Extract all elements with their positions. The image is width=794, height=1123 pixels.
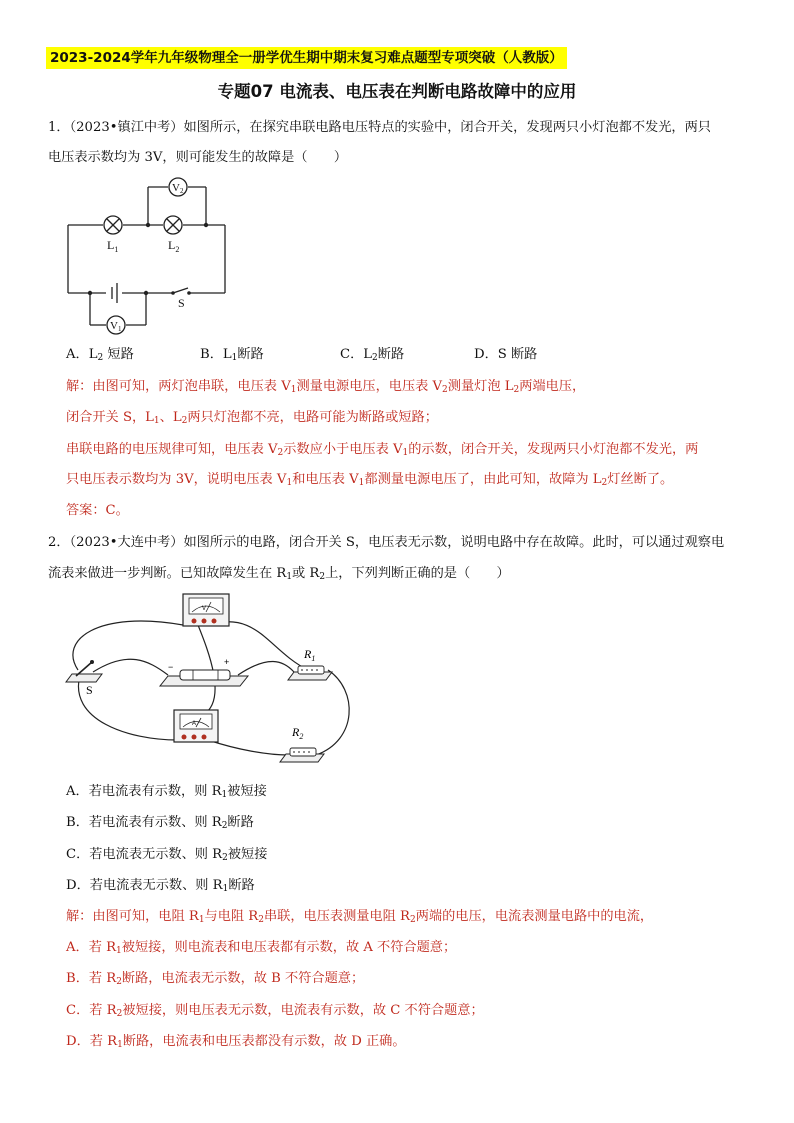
q1-solution-line1: 解：由图可知，两灯泡串联，电压表 $V_1$测量电源电压，电压表 $V_2$测量灯泡 $L_2$两端电压， (66, 379, 586, 395)
page-title: 专题07 电流表、电压表在判断电路故障中的应用 (217, 82, 577, 101)
q1-solution-line3: 串联电路的电压规律可知，电压表 $V_2$示数应小于电压表 $V_1$的示数，闭合开关，发现两只小灯泡都不发光，两 (66, 442, 699, 458)
voltmeter-face-label: V (202, 606, 207, 612)
q2-option-c: C．若电流表无示数、则 $R_2$被短接 (66, 847, 268, 863)
battery-device (160, 657, 248, 686)
l1-label: $L_1$ (107, 238, 119, 254)
q1-option-d: D．S 断路 (474, 347, 538, 362)
voltmeter-device (183, 594, 229, 626)
q1-stem-line1: 1．（2023•镇江中考）如图所示，在探究串联电路电压特点的实验中，闭合开关，发现两只小灯泡都不发光，两只 (48, 120, 711, 135)
q1-stem-line2: 电压表示数均为 3V，则可能发生的故障是（ ） (48, 150, 348, 165)
q1-option-a: A．$L_2$ 短路 (66, 347, 134, 363)
q2-solution-a: A．若 $R_1$被短接，则电流表和电压表都有示数，故 A 不符合题意； (66, 940, 457, 956)
q2-stem-line1: 2．（2023•大连中考）如图所示的电路，闭合开关 S，电压表无示数，说明电路中存在故障。此时，可以通过观察电 (48, 535, 725, 550)
q2-stem-line2: 流表来做进一步判断。已知故障发生在 $R_1$或 $R_2$上，下列判断正确的是（ ） (48, 566, 510, 582)
q2-solution-b: B．若 $R_2$断路，电流表无示数，故 B 不符合题意； (66, 971, 365, 987)
q2-circuit-figure (58, 590, 358, 770)
q2-solution-d: D．若 $R_1$断路，电流表和电压表都没有示数，故 D 正确。 (66, 1034, 406, 1050)
q1-option-c: C．$L_2$断路 (340, 347, 405, 363)
r1-label: $R_1$ (304, 647, 316, 663)
q2-solution-line1: 解：由图可知，电阻 $R_1$与电阻 $R_2$串联，电压表测量电阻 $R_2$两端的电压，电流表测量电路中的电流， (66, 909, 654, 925)
q1-option-b: B．$L_1$断路 (200, 347, 264, 363)
switch-label: S (86, 683, 93, 697)
switch-device (66, 660, 102, 697)
switch-label: S (178, 296, 185, 310)
v1-label: V1 (110, 320, 122, 333)
q2-option-a: A．若电流表有示数，则 $R_1$被短接 (66, 784, 267, 800)
ammeter-device (174, 710, 218, 742)
v2-label: V2 (172, 182, 184, 195)
resistor-r1 (288, 647, 332, 680)
q1-solution-line2: 闭合开关 S，$L_1$、$L_2$两只灯泡都不亮，电路可能为断路或短路； (66, 410, 438, 426)
resistor-r2 (280, 725, 324, 762)
q1-answer: 答案：C。 (66, 503, 129, 518)
q2-option-d: D．若电流表无示数、则 $R_1$断路 (66, 878, 255, 894)
header-banner: 2023-2024学年九年级物理全一册学优生期中期末复习难点题型专项突破（人教版） (46, 47, 567, 69)
battery-minus-label: − (168, 662, 174, 672)
ammeter-face-label: A (192, 721, 197, 727)
r2-label: $R_2$ (292, 725, 304, 741)
q2-solution-c: C．若 $R_2$被短接，则电压表无示数，电流表有示数，故 C 不符合题意； (66, 1003, 484, 1019)
l2-label: $L_2$ (168, 238, 180, 254)
battery-plus-label: + (224, 657, 230, 667)
q1-solution-line4: 只电压表示数均为 3V，说明电压表 $V_1$和电压表 $V_1$都测量电源电压了，由此可知，故障为 $L_2$灯丝断了。 (66, 472, 674, 488)
q1-circuit-figure (60, 175, 240, 335)
q2-option-b: B．若电流表有示数、则 $R_2$断路 (66, 815, 254, 831)
